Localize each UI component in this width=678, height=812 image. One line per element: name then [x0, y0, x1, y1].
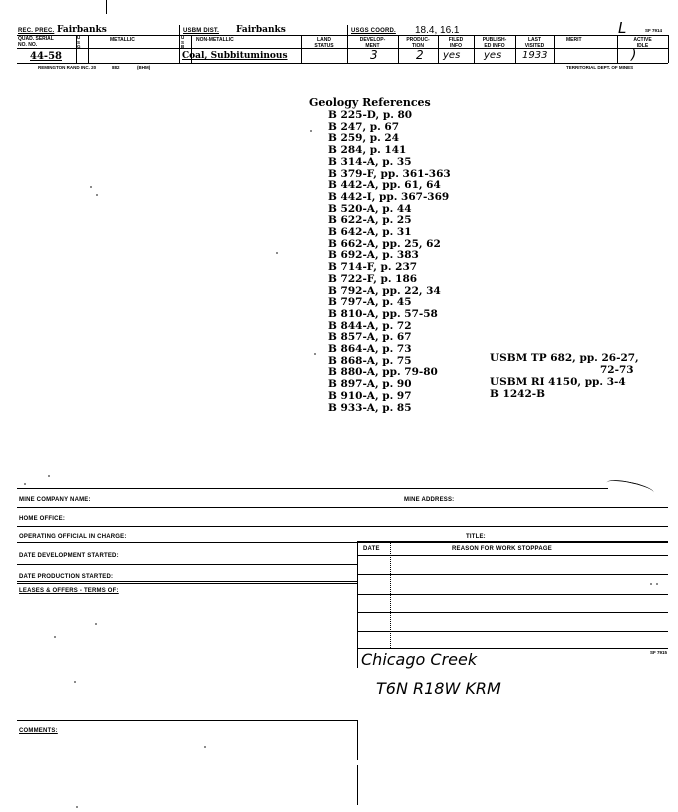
active-idle-value: ) [631, 47, 637, 63]
reference-item: B 897-A, p. 90 [328, 378, 412, 391]
printer-code: 882 [112, 65, 120, 70]
reference-item: B 692-A, p. 383 [328, 249, 419, 262]
reference-item: B 247, p. 67 [328, 120, 400, 133]
filed-info-value: yes [443, 50, 461, 61]
usbm-ri-reference: USBM RI 4150, pp. 3-4 [490, 376, 626, 388]
location-township-range: T6N R18W KRM [376, 679, 501, 698]
reference-item: B 722-F, p. 186 [328, 272, 418, 285]
usbm-dist-label: USBM DIST. [183, 28, 220, 34]
reference-item: B 810-A, pp. 57-58 [328, 307, 438, 320]
published-info-value: yes [484, 50, 502, 61]
filed-info-header: FILED INFO [448, 37, 464, 49]
reason-column-label: REASON FOR WORK STOPPAGE [452, 546, 552, 552]
reference-item: B 880-A, pp. 79-80 [328, 366, 438, 379]
production-value: 2 [416, 48, 424, 62]
land-status-header: LAND STATUS [314, 37, 334, 49]
rec-prec-value: Fairbanks [57, 25, 107, 35]
b-1242-reference: B 1242-B [490, 388, 545, 400]
printer-code-secondary: (BHM) [137, 65, 151, 70]
production-header: PRODUC- TION [406, 37, 430, 49]
active-idle-header: ACTIVE IDLE [633, 37, 652, 49]
commodity-value: Coal, Subbituminous [182, 51, 288, 61]
reference-item: B 868-A, p. 75 [328, 354, 412, 367]
reference-item: B 642-A, p. 31 [328, 226, 412, 239]
reference-item: B 225-D, p. 80 [328, 109, 413, 121]
mine-company-label: MINE COMPANY NAME: [19, 497, 91, 503]
reference-item: B 714-F, p. 237 [328, 261, 418, 274]
reference-item: B 844-A, p. 72 [328, 319, 412, 332]
title-label: TITLE: [466, 534, 486, 540]
reference-item: B 857-A, p. 67 [328, 331, 412, 344]
geology-references-title: Geology References [309, 96, 431, 109]
date-column-label: DATE [363, 546, 380, 552]
quad-value: 44-58 [30, 51, 62, 62]
date-production-label: DATE PRODUCTION STARTED: [19, 574, 114, 580]
reference-item: B 442-I, pp. 367-369 [328, 190, 450, 203]
rec-prec-label: REC. PREC. [18, 28, 55, 34]
reference-item: B 910-A, p. 97 [328, 389, 412, 402]
form-number: SF 7914 [645, 28, 663, 33]
development-value: 3 [370, 48, 378, 62]
quad-serial-header: QUAD. SERIAL NO. NO. [18, 36, 54, 48]
reference-item: B 284, p. 141 [328, 144, 407, 157]
reference-item: B 314-A, p. 35 [328, 155, 412, 168]
reference-item: B 933-A, p. 85 [328, 401, 412, 414]
reference-item: B 792-A, pp. 22, 34 [328, 284, 441, 297]
usbm-dist-value: Fairbanks [236, 25, 286, 35]
mine-address-label: MINE ADDRESS: [404, 497, 455, 503]
leases-offers-label: LEASES & OFFERS - TERMS OF: [19, 588, 119, 594]
published-info-header: PUBLISH- ED INFO [482, 37, 507, 49]
development-header: DEVELOP- MENT [359, 37, 386, 49]
merit-header: MERIT [566, 37, 582, 43]
reference-item: B 259, p. 24 [328, 132, 400, 145]
usgs-coord-label: USGS COORD. [351, 28, 396, 34]
usbm-tp-reference: USBM TP 682, pp. 26-27, [490, 352, 639, 364]
usgs-letters: U S G [77, 35, 81, 49]
usbm-tp-reference-continued: 72-73 [600, 364, 634, 376]
last-visited-header: LAST VISITED [524, 37, 545, 49]
metallic-header: METALLIC [110, 37, 135, 43]
form-number-secondary: SF 7915 [650, 650, 668, 655]
reference-item: B 662-A, pp. 25, 62 [328, 237, 441, 250]
reference-list [328, 110, 451, 414]
reference-item: B 622-A, p. 25 [328, 214, 412, 227]
printer-imprint: REMINGTON RAND INC. 20 [38, 65, 97, 70]
home-office-label: HOME OFFICE: [19, 516, 66, 522]
date-development-label: DATE DEVELOPMENT STARTED: [19, 553, 119, 559]
reference-item: B 520-A, p. 44 [328, 202, 412, 215]
usgs-coord-value: 18.4, 16.1 [415, 25, 460, 36]
operating-official-label: OPERATING OFFICIAL IN CHARGE: [19, 534, 127, 540]
reference-item: B 442-A, pp. 61, 64 [328, 179, 441, 192]
reference-item: B 864-A, p. 73 [328, 343, 412, 356]
location-name: Chicago Creek [361, 650, 478, 669]
department-imprint: TERRITORIAL DEPT. OF MINES [566, 65, 634, 70]
corner-mark: L [618, 19, 627, 37]
nonmetallic-header: NON-METALLIC [196, 37, 234, 43]
last-visited-value: 1933 [522, 50, 548, 61]
reference-item: B 379-F, pp. 361-363 [328, 167, 451, 180]
comments-label: COMMENTS: [19, 728, 58, 734]
reference-item: B 797-A, p. 45 [328, 296, 412, 309]
usbm-letters: U S B [181, 35, 185, 49]
